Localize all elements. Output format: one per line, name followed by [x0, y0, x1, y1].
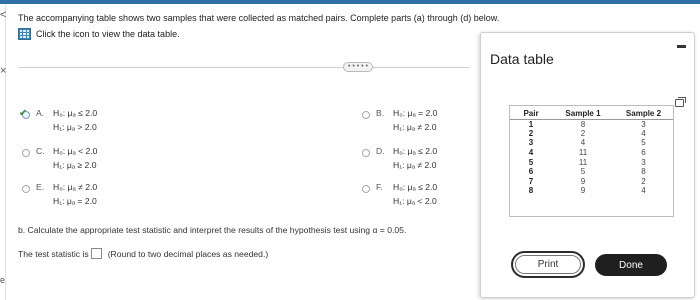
sample-2-cell: 4 — [641, 186, 646, 196]
sample-2-cell: 8 — [641, 167, 646, 177]
test-statistic-input[interactable] — [91, 248, 102, 259]
option-c[interactable] — [22, 146, 97, 170]
option-f-radio[interactable] — [362, 185, 370, 193]
table-row — [510, 129, 673, 139]
column-header: Sample 2 — [614, 109, 673, 119]
checkmark-icon: ✔ — [19, 108, 28, 119]
sample-2-cell: 3 — [641, 119, 646, 129]
option-letter: A. — [36, 108, 45, 118]
pair-cell: 1 — [528, 119, 534, 129]
option-letter: B. — [376, 108, 385, 118]
pair-cell: 2 — [528, 128, 534, 138]
done-button[interactable]: Done — [595, 254, 667, 276]
null-hypothesis: H₀: μₐ ≤ 2.0 — [393, 182, 438, 192]
column-header: Sample 1 — [552, 109, 614, 119]
option-letter: F. — [376, 182, 383, 192]
sample-1-cell: 2 — [580, 128, 586, 138]
table-row — [510, 167, 673, 177]
copy-icon[interactable] — [675, 99, 684, 107]
left-edge-strip — [0, 4, 6, 300]
column-header: Pair — [510, 109, 552, 119]
alternative-hypothesis: H₁: μₐ ≥ 2.0 — [53, 160, 97, 170]
sample-2-cell: 2 — [641, 176, 646, 186]
edge-letter: e — [0, 275, 6, 285]
sample-1-cell: 11 — [578, 157, 588, 167]
minimize-icon[interactable] — [677, 45, 686, 48]
close-icon[interactable]: × — [0, 65, 7, 77]
option-d[interactable] — [362, 146, 437, 170]
alternative-hypothesis: H₁: μₐ ≠ 2.0 — [393, 160, 437, 170]
option-e[interactable] — [22, 182, 97, 206]
pair-cell: 7 — [528, 176, 534, 186]
sample-2-cell: 4 — [641, 128, 646, 138]
part-b-question: b. Calculate the appropriate test statistic and interpret the results of the hypothesis test using α = 0.05. — [18, 225, 407, 235]
data-table-icon[interactable] — [18, 28, 31, 40]
alternative-hypothesis: H₁: μₐ > 2.0 — [53, 122, 97, 132]
data-table — [510, 109, 673, 196]
pair-cell: 8 — [528, 186, 534, 196]
option-letter: C. — [36, 146, 45, 156]
option-a[interactable] — [19, 108, 98, 132]
pair-cell: 5 — [528, 157, 534, 167]
sample-1-cell: 9 — [580, 186, 586, 196]
sample-1-cell: 5 — [580, 167, 586, 177]
sample-1-cell: 9 — [580, 176, 586, 186]
table-row — [510, 119, 673, 129]
option-e-radio[interactable] — [22, 185, 30, 193]
table-header-row — [510, 109, 673, 119]
expand-more-button[interactable]: • • • • • — [343, 62, 373, 72]
data-table-dialog — [480, 32, 695, 298]
top-accent-bar — [0, 0, 700, 4]
table-row — [510, 186, 673, 196]
option-c-radio[interactable] — [22, 149, 30, 157]
option-b-radio[interactable] — [362, 111, 370, 119]
table-row — [510, 148, 673, 158]
dialog-title: Data table — [490, 51, 554, 67]
sample-2-cell: 6 — [641, 148, 646, 158]
null-hypothesis: H₀: μₐ < 2.0 — [53, 146, 98, 156]
print-button[interactable]: Print — [511, 251, 585, 278]
pair-cell: 3 — [528, 138, 534, 148]
alternative-hypothesis: H₁: μₐ ≠ 2.0 — [393, 122, 437, 132]
answer-row — [18, 248, 268, 259]
sample-2-cell: 5 — [641, 138, 646, 148]
alternative-hypothesis: H₁: μₐ = 2.0 — [53, 196, 97, 206]
pair-cell: 4 — [528, 148, 534, 158]
cutoff-text: … …… … — [26, 294, 69, 300]
sample-1-cell: 4 — [580, 138, 586, 148]
null-hypothesis: H₀: μₐ ≠ 2.0 — [53, 182, 98, 192]
question-instructions: The accompanying table shows two samples that were collected as matched pairs. Complete parts (a) through (d) below. — [18, 13, 500, 23]
sample-1-cell: 8 — [580, 119, 586, 129]
data-table-frame — [509, 105, 674, 217]
table-row — [510, 157, 673, 167]
option-d-radio[interactable] — [362, 149, 370, 157]
table-row — [510, 177, 673, 187]
answer-prefix: The test statistic is — [18, 248, 89, 259]
option-f[interactable] — [362, 182, 437, 206]
pair-cell: 6 — [528, 167, 534, 177]
back-chevron-icon[interactable]: < — [0, 9, 7, 21]
option-letter: D. — [376, 146, 385, 156]
null-hypothesis: H₀: μₐ ≤ 2.0 — [53, 108, 98, 118]
option-letter: E. — [36, 182, 45, 192]
option-a-mark[interactable] — [19, 108, 33, 120]
view-data-table-link[interactable] — [18, 28, 180, 40]
null-hypothesis: H₀: μₐ = 2.0 — [393, 108, 438, 118]
null-hypothesis: H₀: μₐ ≤ 2.0 — [393, 146, 438, 156]
rounding-note: (Round to two decimal places as needed.) — [107, 248, 269, 259]
view-data-table-label[interactable]: Click the icon to view the data table. — [36, 29, 180, 39]
section-divider — [18, 67, 470, 68]
sample-2-cell: 3 — [641, 157, 646, 167]
table-row — [510, 138, 673, 148]
sample-1-cell: 11 — [578, 148, 588, 158]
option-b[interactable] — [362, 108, 437, 132]
alternative-hypothesis: H₁: μₐ < 2.0 — [393, 196, 437, 206]
